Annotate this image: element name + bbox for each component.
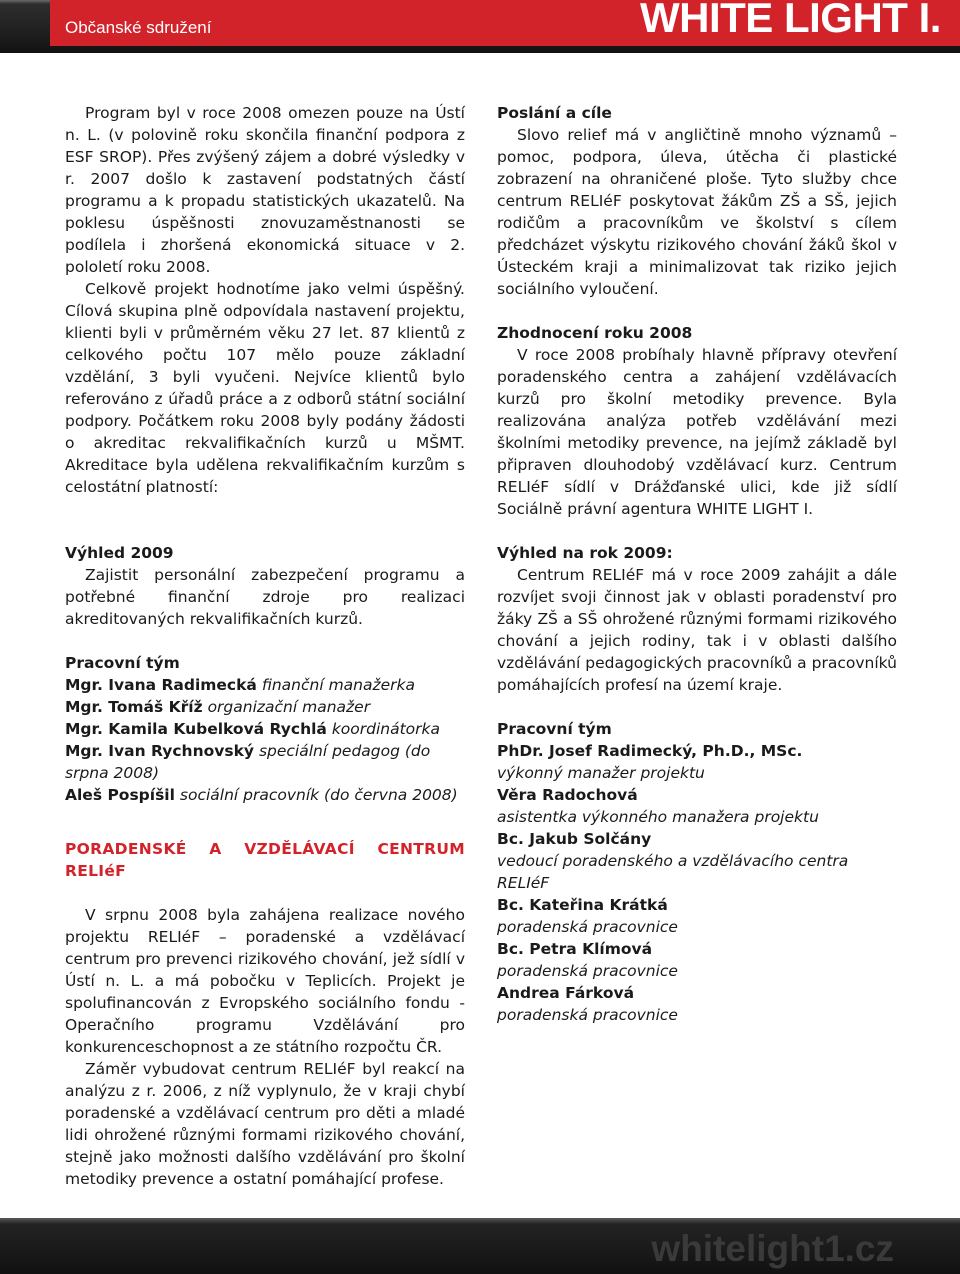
section-title: PORADENSKÉ A VZDĚLÁVACÍ CENTRUM RELIéF (65, 840, 465, 880)
team-member (65, 718, 465, 740)
section-heading: Výhled 2009 (65, 544, 174, 562)
member-name: Mgr. Ivan Rychnovský (65, 742, 254, 760)
member-role: organizační manažer (207, 698, 371, 716)
paragraph: V roce 2008 probíhaly hlavně přípravy otevření poradenského centra a zahájení vzdělávacích kurzů pro školní metodiky prevence. Byla realizována analýza potřeb vzdělávání mezi školními metodiky prevence, na jejímž základě byl připraven dlouhodobý vzdělávací kurz. Centrum RELIéF sídlí v Drážďanské ulici, kde již sídlí Sociálně právní agentura WHITE LIGHT I. (497, 346, 897, 518)
member-role: poradenská pracovnice (497, 1006, 678, 1024)
section-heading: Poslání a cíle (497, 104, 612, 122)
member-role: asistentka výkonného manažera projektu (497, 808, 819, 826)
team-member (65, 696, 465, 718)
paragraph: Slovo relief má v angličtině mnoho významů – pomoc, podpora, úleva, útěcha či plastické zobrazení na ohraničené ploše. Tyto služby chce centrum RELIéF poskytovat žákům ZŠ a SŠ, jejich rodičům a pracovníkům ve školství s cílem předcházet výskytu rizikového chování žáků škol v Ústeckém kraji a minimalizovat tak riziko jejich sociálního vyloučení. (497, 126, 897, 298)
member-role: finanční manažerka (261, 676, 416, 694)
member-name: Mgr. Kamila Kubelková Rychlá (65, 720, 327, 738)
page-header (0, 0, 960, 53)
member-role: vedoucí poradenského a vzdělávacího centra RELIéF (497, 852, 849, 892)
member-role: poradenská pracovnice (497, 918, 678, 936)
team-list (497, 740, 897, 1026)
page-footer (0, 1218, 960, 1274)
paragraph: Program byl v roce 2008 omezen pouze na Ústí n. L. (v polovině roku skončila finanční podpora z ESF SROP). Přes zvýšený zájem a dobré výsledky v r. 2007 došlo k zastavení podstatných částí programu a k propadu statistických ukazatelů. Na poklesu úspěšnosti znovuzaměstnanosti se podílela i zhoršená ekonomická situace v 2. pololetí roku 2008. (65, 104, 465, 276)
member-name: Věra Radochová (497, 786, 638, 804)
section-heading: Výhled na rok 2009: (497, 544, 673, 562)
team-member (65, 674, 465, 696)
member-name: PhDr. Josef Radimecký, Ph.D., MSc. (497, 742, 803, 760)
member-role: koordinátorka (331, 720, 441, 738)
member-role: speciální pedagog (do srpna 2008) (65, 742, 431, 782)
member-role: výkonný manažer projektu (497, 764, 705, 782)
left-column (65, 102, 465, 1190)
website-url: whitelight1.cz (651, 1228, 894, 1269)
logo-text: WHITE LIGHT I. (640, 0, 941, 41)
member-name: Bc. Kateřina Krátká (497, 896, 668, 914)
section-heading: Pracovní tým (65, 654, 180, 672)
member-role: sociální pracovník (do června 2008) (179, 786, 458, 804)
paragraph: Zajistit personální zabezpečení programu a potřebné finanční zdroje pro realizaci akreditovaných rekvalifikačních kurzů. (65, 566, 465, 628)
paragraph: Centrum RELIéF má v roce 2009 zahájit a dále rozvíjet svoji činnost jak v oblasti poradenství pro žáky ZŠ a SŠ ohrožené různými formami rizikového chování a jejich rodiny, tak i v oblasti dalšího vzdělávání pedagogických pracovníků a pracovníků pomáhajících profesí na území kraje. (497, 566, 897, 694)
paragraph: V srpnu 2008 byla zahájena realizace nového projektu RELIéF – poradenské a vzdělávací centrum pro prevenci rizikového chování, jež sídlí v Ústí n. L. a má pobočku v Teplicích. Projekt je spolufinancován z Evropského sociálního fondu - Operačního programu Vzdělávání pro konkurenceschopnost a ze státního rozpočtu ČR. (65, 906, 465, 1056)
organization-type: Občanské sdružení (65, 18, 212, 37)
member-name: Andrea Fárková (497, 984, 635, 1002)
member-role: poradenská pracovnice (497, 962, 678, 980)
member-name: Bc. Jakub Solčány (497, 830, 652, 848)
paragraph: Záměr vybudovat centrum RELIéF byl reakcí na analýzu z r. 2006, z níž vyplynulo, že v kraji chybí poradenské a vzdělávací centrum pro děti a mladé lidi ohrožené různými formami rizikového chování, stejně jako možnosti dalšího vzdělávání pro školní metodiky prevence a ostatní pomáhající profese. (65, 1060, 465, 1188)
paragraph: Celkově projekt hodnotíme jako velmi úspěšný. Cílová skupina plně odpovídala nastavení projektu, klienti byli v průměrném věku 27 let. 87 klientů z celkového počtu 107 mělo pouze základní vzdělání, 3 byli vyučeni. Nejvíce klientů bylo referováno z úřadů práce a z odborů státní sociální podpory. Počátkem roku 2008 byly podány žádosti o akreditac rekvalifikačních kurzů u MŠMT. Akreditace byla udělena rekvalifikačním kurzům s celostátní platností: (65, 280, 465, 496)
member-name: Mgr. Ivana Radimecká (65, 676, 257, 694)
member-name: Aleš Pospíšil (65, 786, 175, 804)
section-heading: Pracovní tým (497, 720, 612, 738)
member-name: Mgr. Tomáš Kříž (65, 698, 203, 716)
team-list (65, 674, 465, 806)
team-member (65, 784, 465, 806)
section-heading: Zhodnocení roku 2008 (497, 324, 693, 342)
team-member (65, 740, 465, 784)
right-column (497, 102, 897, 1026)
member-name: Bc. Petra Klímová (497, 940, 653, 958)
